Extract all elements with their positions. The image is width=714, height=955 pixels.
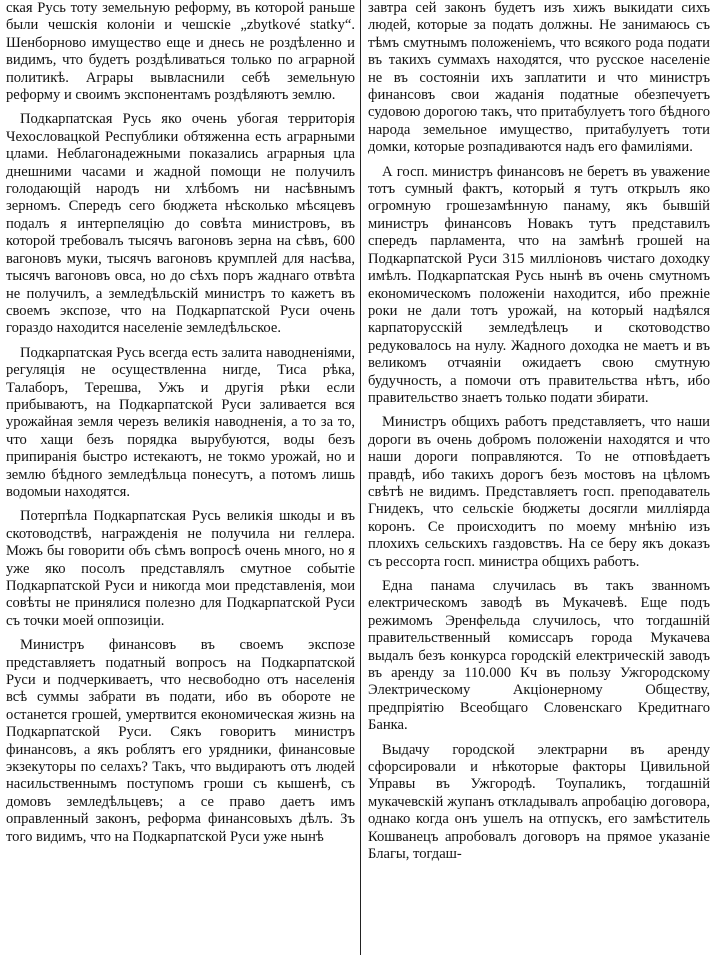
paragraph-finance-minister: Министръ финансовъ въ своемъ экспозе представляетъ податный вопросъ на Подкарпатской Руси и подчеркиваетъ, что несвободно отъ населенія всѣ суммы забрати въ подати, ибо въ обороте не останется грошей, умертвится економическая жизнь на Подкарпатской Руси. Сякъ говоритъ министръ финансовъ, а якъ роблятъ его урядники, финансовые экзекуторы по селахъ? Такъ, что выдираютъ отъ людей насильственнымъ поступомъ гроши съ кышенѣ, съ домовъ земледѣльцевъ; а се право даетъ имъ оправленный законъ, реформа финансовыхъ дѣлъ. Зъ того видимъ, что на Подкарпатской Руси уже нынѣ <box>6 637 355 845</box>
paragraph-electric-plant: Една панама случилась въ такъ званномъ електрическомъ заводѣ въ Мукачевѣ. Еще подъ режимомъ Эренфельда случилось, что тогдашній правительственный комиссаръ города Мукачева выдалъ безъ конкурса городскій електрическій заводъ въ аренду за 110.000 Кч въ пользу Ужгородскому Электрическому Акціонерному Обществу, предпріятію Всеобщаго Словенскаго Кредитнаго Банка. <box>368 578 710 734</box>
paragraph-livestock-damage: Потерпѣла Подкарпатская Русь великія шкоды и въ скотоводствѣ, награжденія не получила ни геллера. Можъ бы говорити объ сѣмъ вопросѣ очень много, но я уже яко посолъ представлялъ смутное событіе Подкарпатской Руси и никогда мои представленія, мои совѣты не принялися полезно для Подкарпатской Руси съ точки моей оппозиціи. <box>6 508 355 629</box>
paragraph-plant-lease: Выдачу городской электрарни въ аренду сфорсировали и нѣкоторые факторы Цивильной Управы въ Ужгородѣ. Тоупаликъ, тогдашній мукачевскій жупанъ откладывалъ апробацію договора, однако когда онъ ушелъ на отпускъ, его замѣститель Кошванецъ апробовалъ договоръ на прямое указаніе Благы, тогдаш- <box>368 741 710 863</box>
right-column <box>368 0 710 955</box>
paragraph-agrarian-duties: Подкарпатская Русь яко очень убогая территорія Чехословацкой Республики обтяженна есть аграрными цлами. Неблагонадежными показались аграрныя цла днешними часами и жадной помощи не получилъ голодающій народъ ни хлѣбомъ ни насѣвнымъ зерномъ. Спередъ сего бюджета нѣсколько мѣсяцевъ подалъ я интерпеляцію до совѣта министровъ, въ которой требовалъ тысячъ вагоновъ зерна на сѣвъ, 600 вагоновъ муки, тысячъ вагоновъ крумплей для насѣва, тысячъ вагоновъ овса, но до сѣхъ поръ жаднаго отвѣта не получилъ, а земледѣльскій министръ то кажетъ въ своемъ экспозе, что на Подкарпатской Руси очень гораздо находится населеніе земледѣльское. <box>6 111 355 337</box>
paragraph-land-reform: ская Русь тоту земельную реформу, въ которой раньше были чешскія колоніи и чешскіе „zbytkové statky“. Шенборново имущество еще и днесь не роздѣленно и видимъ, что будетъ роздѣливаться только по аграрной политикѣ. Аграры вывласнили себѣ земельную реформу и своимъ экспонентамъ роздѣляютъ землю. <box>6 0 355 104</box>
paragraph-floods: Подкарпатская Русь всегда есть залита наводненіями, регуляція не осуществленна нигде, Тиса рѣка, Талаборъ, Терешва, Ужъ и другія рѣки если прибываютъ, на Подкарпатской Руси заливается вся урожайная земля черезъ великія наводненія, а то за то, что хащи безъ порядка вырубуются, воды безъ припиранія быстро истекаютъ, не токмо урожай, но и землю бѣдного земледѣльца понесутъ, а потомъ лишь водомыи находятся. <box>6 344 355 500</box>
paragraph-currency-exchange: А госп. министръ финансовъ не беретъ въ уважение тотъ сумный фактъ, который я тутъ открылъ яко огромную грошезамѣнную панаму, якъ бывшій министръ финансовъ Новакъ тутъ представилъ спередъ парламента, что на замѣнѣ грошей на Подкарпатской Руси 315 милліоновъ чистаго доходку имѣлъ. Подкарпатская Русь нынѣ въ очень смутномъ економическомъ положеніи находится, ибо прежніе роки не дали тотъ урожай, на который надѣялся карпаторусскій земледѣлецъ и скотоводство редуковалось на нулу. Жадного доходка не маетъ и въ великомъ отчаяніи ожидаетъ свою смутную будучность, а помочи отъ правительства нѣтъ, ибо правительство знаетъ только подати збирати. <box>368 163 710 406</box>
left-column <box>6 0 355 955</box>
paragraph-public-works: Министръ общихъ работъ представляетъ, что наши дороги въ очень добромъ положеніи находятся и что наши дороги поправляются. То не отповѣдаетъ правдѣ, ибо такихъ дорогъ безъ мостовъ на цѣломъ свѣтѣ не видимъ. Представляетъ госп. преподаватель Гнидекъ, что сельскіе бюджеты досягли милліярда коронъ. Се происходитъ по моему мнѣнію изъ плохихъ сельскихъ газдовствъ. На се беру якъ доказъ съ рессорта госп. министра общихъ работъ. <box>368 414 710 570</box>
paragraph-tax-law: завтра сей законъ будетъ изъ хижъ выкидати сихъ людей, которые за подать должны. Не занимаюсь съ тѣмъ смутнымъ положеніемъ, что всякого рода подати въ такихъ суммахъ находятся, что русское населеніе не въ состояніи ихъ заплатити и что министръ финансовъ свои жаданія податные обезпечуетъ судовою дорогою такъ, что притабулуетъ того бѣдного народа земельное имущество, притабулуетъ тоти домки, которые розпадиваются надъ его фамиліями. <box>368 0 710 156</box>
column-divider <box>360 0 361 955</box>
